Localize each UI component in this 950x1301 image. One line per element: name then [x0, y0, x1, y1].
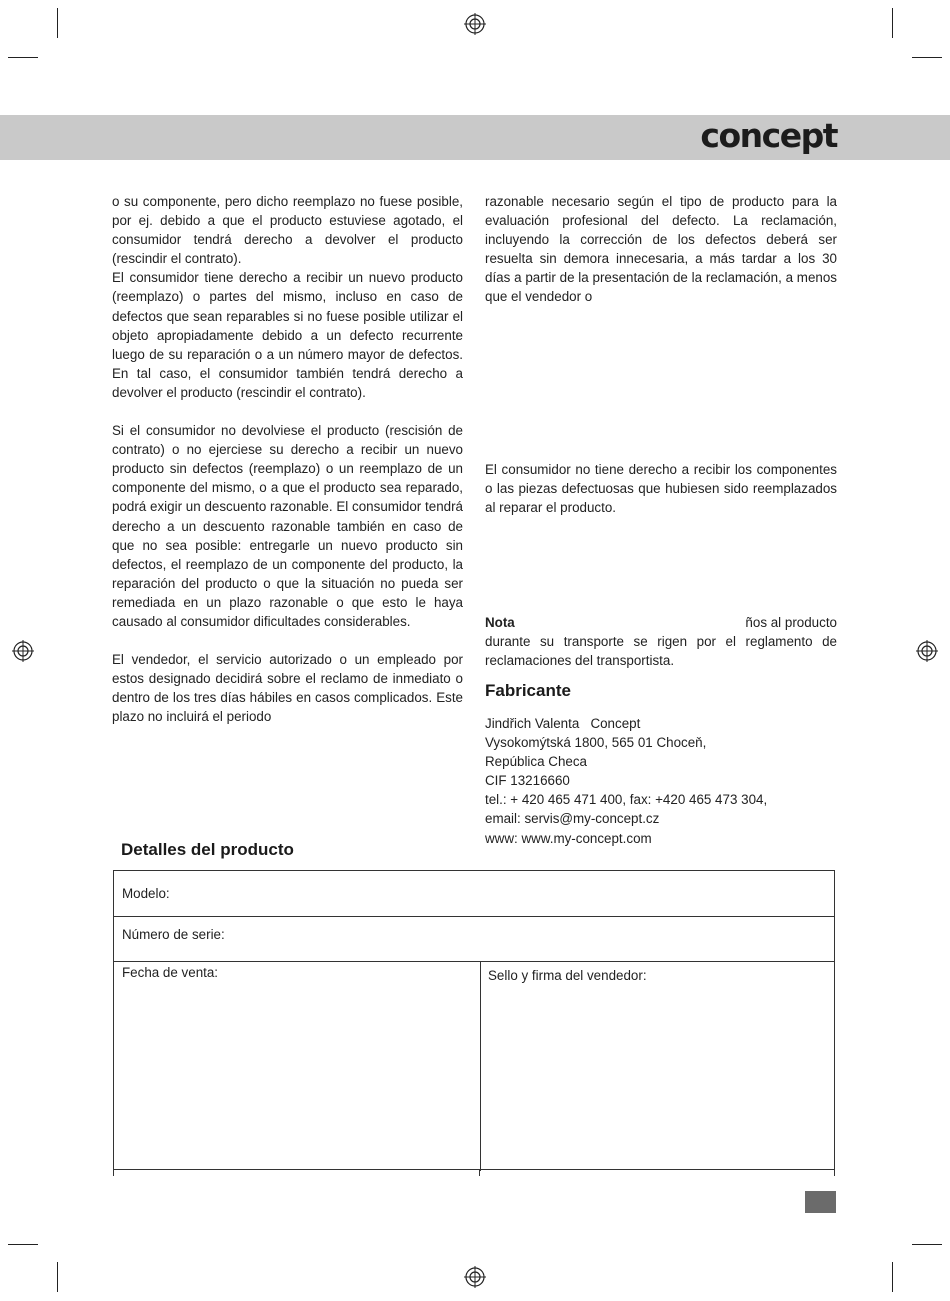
table-tick — [834, 1170, 835, 1176]
nota-block — [485, 613, 837, 670]
sale-date-field-label: Fecha de venta: — [122, 965, 219, 980]
serial-number-field-label: Número de serie: — [122, 927, 225, 942]
paragraph: El consumidor tiene derecho a recibir un nuevo producto (reemplazo) o partes del mismo, incluso en caso de defectos que sean reparables si no fuese posible utilizar el objeto apropiadamente debido a un defecto recurrente luego de su reparación o a un número mayor de defectos. En tal caso, el consumidor también tendrá derecho a devolver el producto (rescindir el contrato). — [112, 270, 463, 400]
seller-stamp-field-label: Sello y firma del vendedor: — [488, 968, 647, 983]
manufacturer-line: email: servis@my-concept.cz — [485, 811, 660, 827]
crop-mark — [8, 57, 38, 58]
table-divider — [114, 961, 834, 962]
paragraph: razonable necesario según el tipo de producto para la evaluación profesional del defecto. La reclamación, incluyendo la corrección de los defectos deberá ser resuelta sin demora innecesaria, a más tardar a los 30 días a partir de la presentación de la reclamación, a menos que el vendedor o — [485, 194, 837, 305]
manufacturer-title: Fabricante — [485, 681, 571, 700]
paragraph: o su componente, pero dicho reemplazo no fuese posible, por ej. debido a que el producto estuviese agotado, el consumidor tendrá derecho a devolver el producto (rescindir el contrato). — [112, 194, 463, 267]
right-column-middle — [485, 460, 837, 517]
crop-mark — [8, 1244, 38, 1245]
crop-mark — [892, 8, 893, 38]
manufacturer-line: Jindřich Valenta Concept — [485, 716, 641, 731]
paragraph: Si el consumidor no devolviese el producto (rescisión de contrato) o no ejerciese su derecho a recibir un nuevo producto sin defectos (reemplazo) o un reemplazo de un componente del mismo, o a que el producto sea reparado, podrá exigir un descuento razonable. El consumidor tendrá derecho a un descuento razonable también en caso de que no sea posible: entregarle un nuevo producto sin defectos, el reemplazo de un componente del producto, la reparación del producto o que la situación no pueda ser remediada en un plazo razonable o que esto le haya causado al consumidor dificultades considerables. — [112, 423, 463, 629]
nota-text: durante su transporte se rigen por el reglamento de reclamaciones del transportista. — [485, 634, 837, 669]
crop-mark — [912, 1244, 942, 1245]
registration-mark-icon — [464, 1266, 486, 1288]
table-divider — [480, 961, 481, 1171]
registration-mark-icon — [464, 13, 486, 35]
product-details-table — [113, 870, 835, 1170]
crop-mark — [57, 8, 58, 38]
crop-mark — [57, 1262, 58, 1292]
manufacturer-address — [485, 714, 767, 848]
manufacturer-line: tel.: + 420 465 471 400, fax: +420 465 473 304, — [485, 792, 768, 808]
page-marker — [805, 1191, 836, 1213]
paragraph: El consumidor no tiene derecho a recibir los componentes o las piezas defectuosas que hubiesen sido reemplazados al reparar el producto. — [485, 462, 837, 516]
crop-mark — [912, 57, 942, 58]
model-field-label: Modelo: — [122, 886, 170, 901]
manufacturer-line: Vysokomýtská 1800, 565 01 Choceň, — [485, 735, 707, 751]
brand-logo: concept — [700, 116, 837, 155]
table-divider — [114, 916, 834, 917]
registration-mark-icon — [12, 640, 34, 662]
manufacturer-line: República Checa — [485, 754, 587, 770]
nota-fragment: ños al producto — [745, 615, 837, 630]
nota-label: Nota — [485, 615, 515, 630]
manufacturer-line: CIF 13216660 — [485, 773, 570, 789]
left-column — [112, 192, 463, 726]
manufacturer-line: www: www.my-concept.com — [485, 830, 652, 846]
right-column-top — [485, 192, 837, 307]
paragraph: El vendedor, el servicio autorizado o un empleado por estos designado decidirá sobre el reclamo de inmediato o dentro de los tres días hábiles en casos complicados. Este plazo no incluirá el periodo — [112, 652, 463, 725]
table-tick — [479, 1170, 480, 1176]
crop-mark — [892, 1262, 893, 1292]
registration-mark-icon — [916, 640, 938, 662]
table-tick — [113, 1170, 114, 1176]
product-details-title: Detalles del producto — [121, 840, 294, 859]
